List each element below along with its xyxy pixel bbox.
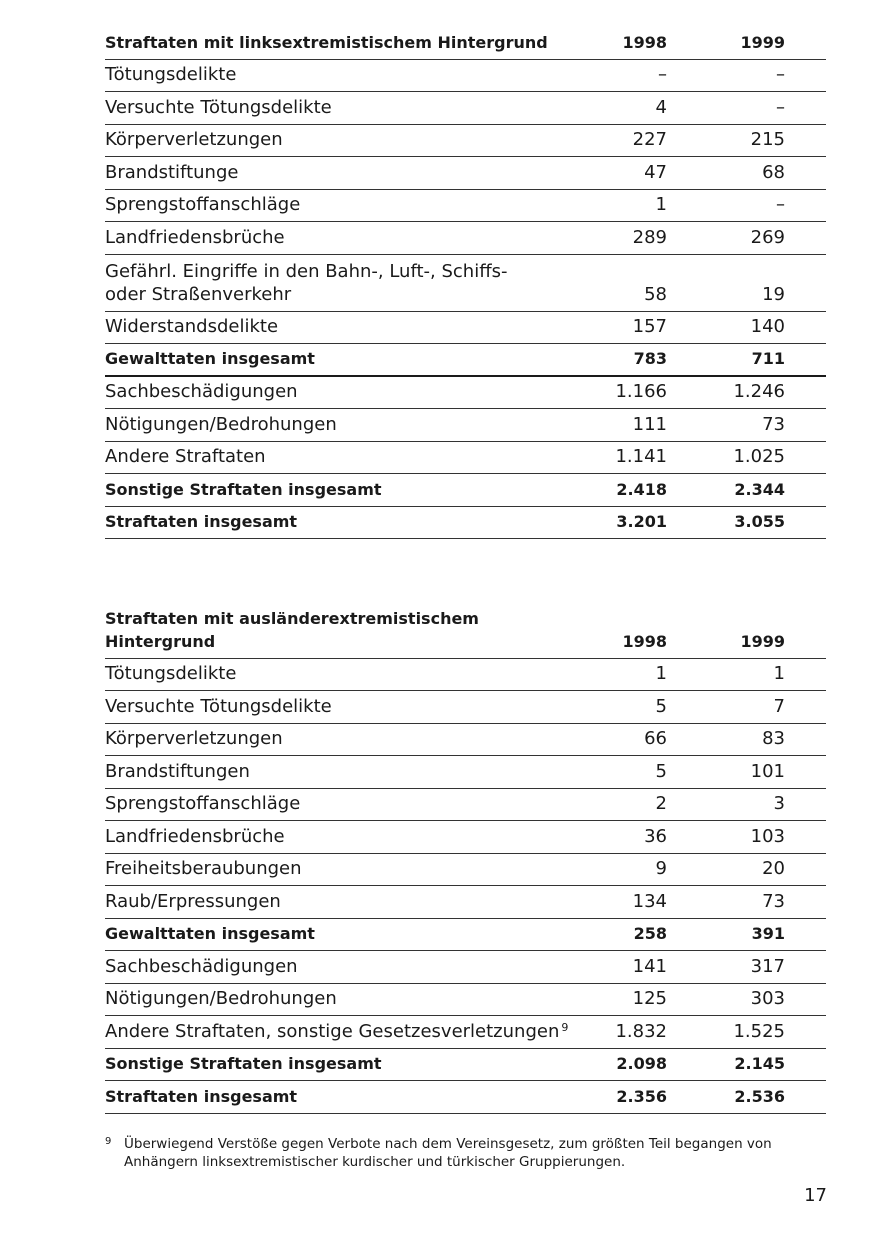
row-value-1998: 1.832	[615, 1020, 667, 1042]
row-value-1998: 289	[632, 226, 667, 248]
row-value-1998: 111	[632, 413, 667, 435]
row-value-1998: 227	[632, 129, 667, 150]
row-value-1999: 20	[762, 858, 785, 879]
table-row-subtotal	[105, 474, 826, 507]
row-value-1999: 3	[773, 793, 785, 814]
table-row	[105, 886, 826, 919]
row-value-1998: 1	[655, 194, 667, 215]
table-header	[105, 27, 826, 60]
row-value-1998: 66	[644, 728, 667, 749]
row-value-1998: 5	[655, 760, 667, 782]
row-value-1999: 2.536	[734, 1086, 785, 1106]
row-value-1999: 83	[762, 728, 785, 749]
row-label: Sprengstoffanschläge	[105, 194, 301, 215]
table-row	[105, 255, 826, 312]
table-row	[105, 442, 826, 475]
row-value-1998: 2.098	[616, 1054, 667, 1073]
row-value-1999: 68	[762, 161, 785, 183]
row-value-1999: 1.525	[733, 1020, 785, 1042]
table-row-total	[105, 1081, 826, 1114]
row-value-1999: 2.344	[734, 479, 785, 499]
row-value-1998: 2	[655, 793, 667, 814]
row-value-1998: 2.418	[616, 479, 667, 499]
row-label: Widerstandsdelikte	[105, 316, 279, 337]
row-label: Nötigungen/Bedrohungen	[105, 988, 337, 1009]
row-value-1999: 73	[762, 890, 785, 912]
row-label: Sprengstoffanschläge	[105, 793, 301, 814]
col-header-1999: 1999	[740, 32, 785, 52]
row-value-1999: 3.055	[734, 512, 785, 531]
row-label: Tötungsdelikte	[105, 663, 237, 684]
row-label: Raub/Erpressungen	[105, 890, 281, 912]
row-label-text: Andere Straftaten, sonstige Gesetzesverletzungen	[105, 1020, 560, 1042]
row-value-1998: 157	[632, 316, 667, 337]
row-value-1998: 58	[644, 283, 667, 305]
row-value-1998: 134	[632, 890, 667, 912]
page-number: 17	[804, 1185, 827, 1206]
table-row	[105, 222, 826, 255]
col-header-1998: 1998	[622, 32, 667, 52]
table-foreign-extremist	[105, 601, 826, 1114]
row-label: Straftaten insgesamt	[105, 512, 298, 531]
table-row	[105, 157, 826, 190]
row-label: Sonstige Straftaten insgesamt	[105, 479, 382, 499]
row-value-1999: –	[776, 194, 785, 215]
table-row	[105, 691, 826, 724]
table-row-subtotal	[105, 1049, 826, 1082]
row-value-1999: 19	[762, 283, 785, 305]
table-row	[105, 377, 826, 410]
row-value-1999: –	[776, 96, 785, 118]
table-row-total	[105, 507, 826, 540]
row-value-1998: 1.141	[615, 446, 667, 467]
row-label: Freiheitsberaubungen	[105, 858, 302, 879]
row-label	[105, 1016, 568, 1043]
row-value-1998: –	[658, 64, 667, 85]
row-value-1999: 1.246	[733, 381, 785, 402]
table-row	[105, 659, 826, 692]
row-label: Straftaten insgesamt	[105, 1086, 298, 1106]
row-value-1998: 9	[655, 858, 667, 879]
footnote-text: Überwiegend Verstöße gegen Verbote nach dem Vereinsgesetz, zum größten Teil begangen von Anhängern linksextremistischer kurdischer und türkischer Gruppierungen.	[124, 1136, 772, 1170]
row-label: Versuchte Tötungsdelikte	[105, 695, 332, 717]
row-label: Nötigungen/Bedrohungen	[105, 413, 337, 435]
row-value-1998: 125	[632, 988, 667, 1009]
row-value-1999: 73	[762, 413, 785, 435]
table-title: Straftaten mit ausländerextremistischem Hintergrund	[105, 608, 479, 651]
col-header-1998: 1998	[622, 631, 667, 651]
row-value-1999: 101	[750, 760, 785, 782]
table-row	[105, 92, 826, 125]
row-value-1999: –	[776, 64, 785, 85]
row-value-1999: 317	[750, 955, 785, 977]
row-value-1999: 1.025	[733, 446, 785, 467]
row-value-1999: 303	[750, 988, 785, 1009]
row-label: Sonstige Straftaten insgesamt	[105, 1054, 382, 1073]
row-label: Tötungsdelikte	[105, 64, 237, 85]
table-left-extremist	[105, 27, 826, 539]
row-value-1998: 4	[655, 96, 667, 118]
row-label: Gefährl. Eingriffe in den Bahn-, Luft-, Schiffs- oder Straßenverkehr	[105, 260, 508, 305]
table-row	[105, 312, 826, 345]
row-value-1999: 103	[750, 825, 785, 847]
row-value-1998: 1	[655, 663, 667, 684]
row-label: Brandstiftungen	[105, 760, 250, 782]
row-value-1999: 269	[750, 226, 785, 248]
row-value-1999: 7	[773, 695, 785, 717]
row-value-1998: 5	[655, 695, 667, 717]
table-title: Straftaten mit linksextremistischem Hintergrund	[105, 32, 548, 52]
row-value-1998: 258	[633, 924, 667, 943]
row-label: Andere Straftaten	[105, 446, 266, 467]
row-value-1999: 1	[773, 663, 785, 684]
row-label: Brandstiftunge	[105, 161, 239, 183]
row-label: Landfriedensbrüche	[105, 226, 285, 248]
table-row	[105, 60, 826, 93]
table-row	[105, 724, 826, 757]
row-label: Sachbeschädigungen	[105, 955, 298, 977]
row-value-1998: 141	[632, 955, 667, 977]
footnote-mark: 9	[105, 1136, 112, 1147]
table-row	[105, 756, 826, 789]
row-value-1999: 2.145	[734, 1054, 785, 1073]
row-label: Versuchte Tötungsdelikte	[105, 96, 332, 118]
row-label: Gewalttaten insgesamt	[105, 924, 315, 943]
table-row	[105, 821, 826, 854]
table-row	[105, 789, 826, 822]
row-label: Körperverletzungen	[105, 728, 283, 749]
row-value-1998: 36	[644, 825, 667, 847]
row-value-1998: 783	[633, 348, 667, 368]
row-label: Körperverletzungen	[105, 129, 283, 150]
row-value-1999: 215	[750, 129, 785, 150]
row-value-1999: 140	[750, 316, 785, 337]
table-row	[105, 125, 826, 158]
row-value-1998: 1.166	[615, 381, 667, 402]
footnote-reference: 9	[561, 1020, 569, 1034]
row-value-1998: 2.356	[616, 1086, 667, 1106]
col-header-1999: 1999	[740, 631, 785, 651]
table-row-subtotal	[105, 919, 826, 952]
table-row	[105, 409, 826, 442]
table-row-subtotal	[105, 344, 826, 377]
table-row	[105, 190, 826, 223]
row-value-1999: 711	[751, 348, 785, 368]
footnote	[105, 1135, 805, 1171]
row-value-1999: 391	[751, 924, 785, 943]
table-header	[105, 601, 826, 659]
table-row	[105, 854, 826, 887]
row-label: Sachbeschädigungen	[105, 381, 298, 402]
row-label: Gewalttaten insgesamt	[105, 348, 315, 368]
table-row	[105, 984, 826, 1017]
row-value-1998: 3.201	[616, 512, 667, 531]
table-row	[105, 951, 826, 984]
row-value-1998: 47	[644, 161, 667, 183]
row-label: Landfriedensbrüche	[105, 825, 285, 847]
table-row	[105, 1016, 826, 1049]
